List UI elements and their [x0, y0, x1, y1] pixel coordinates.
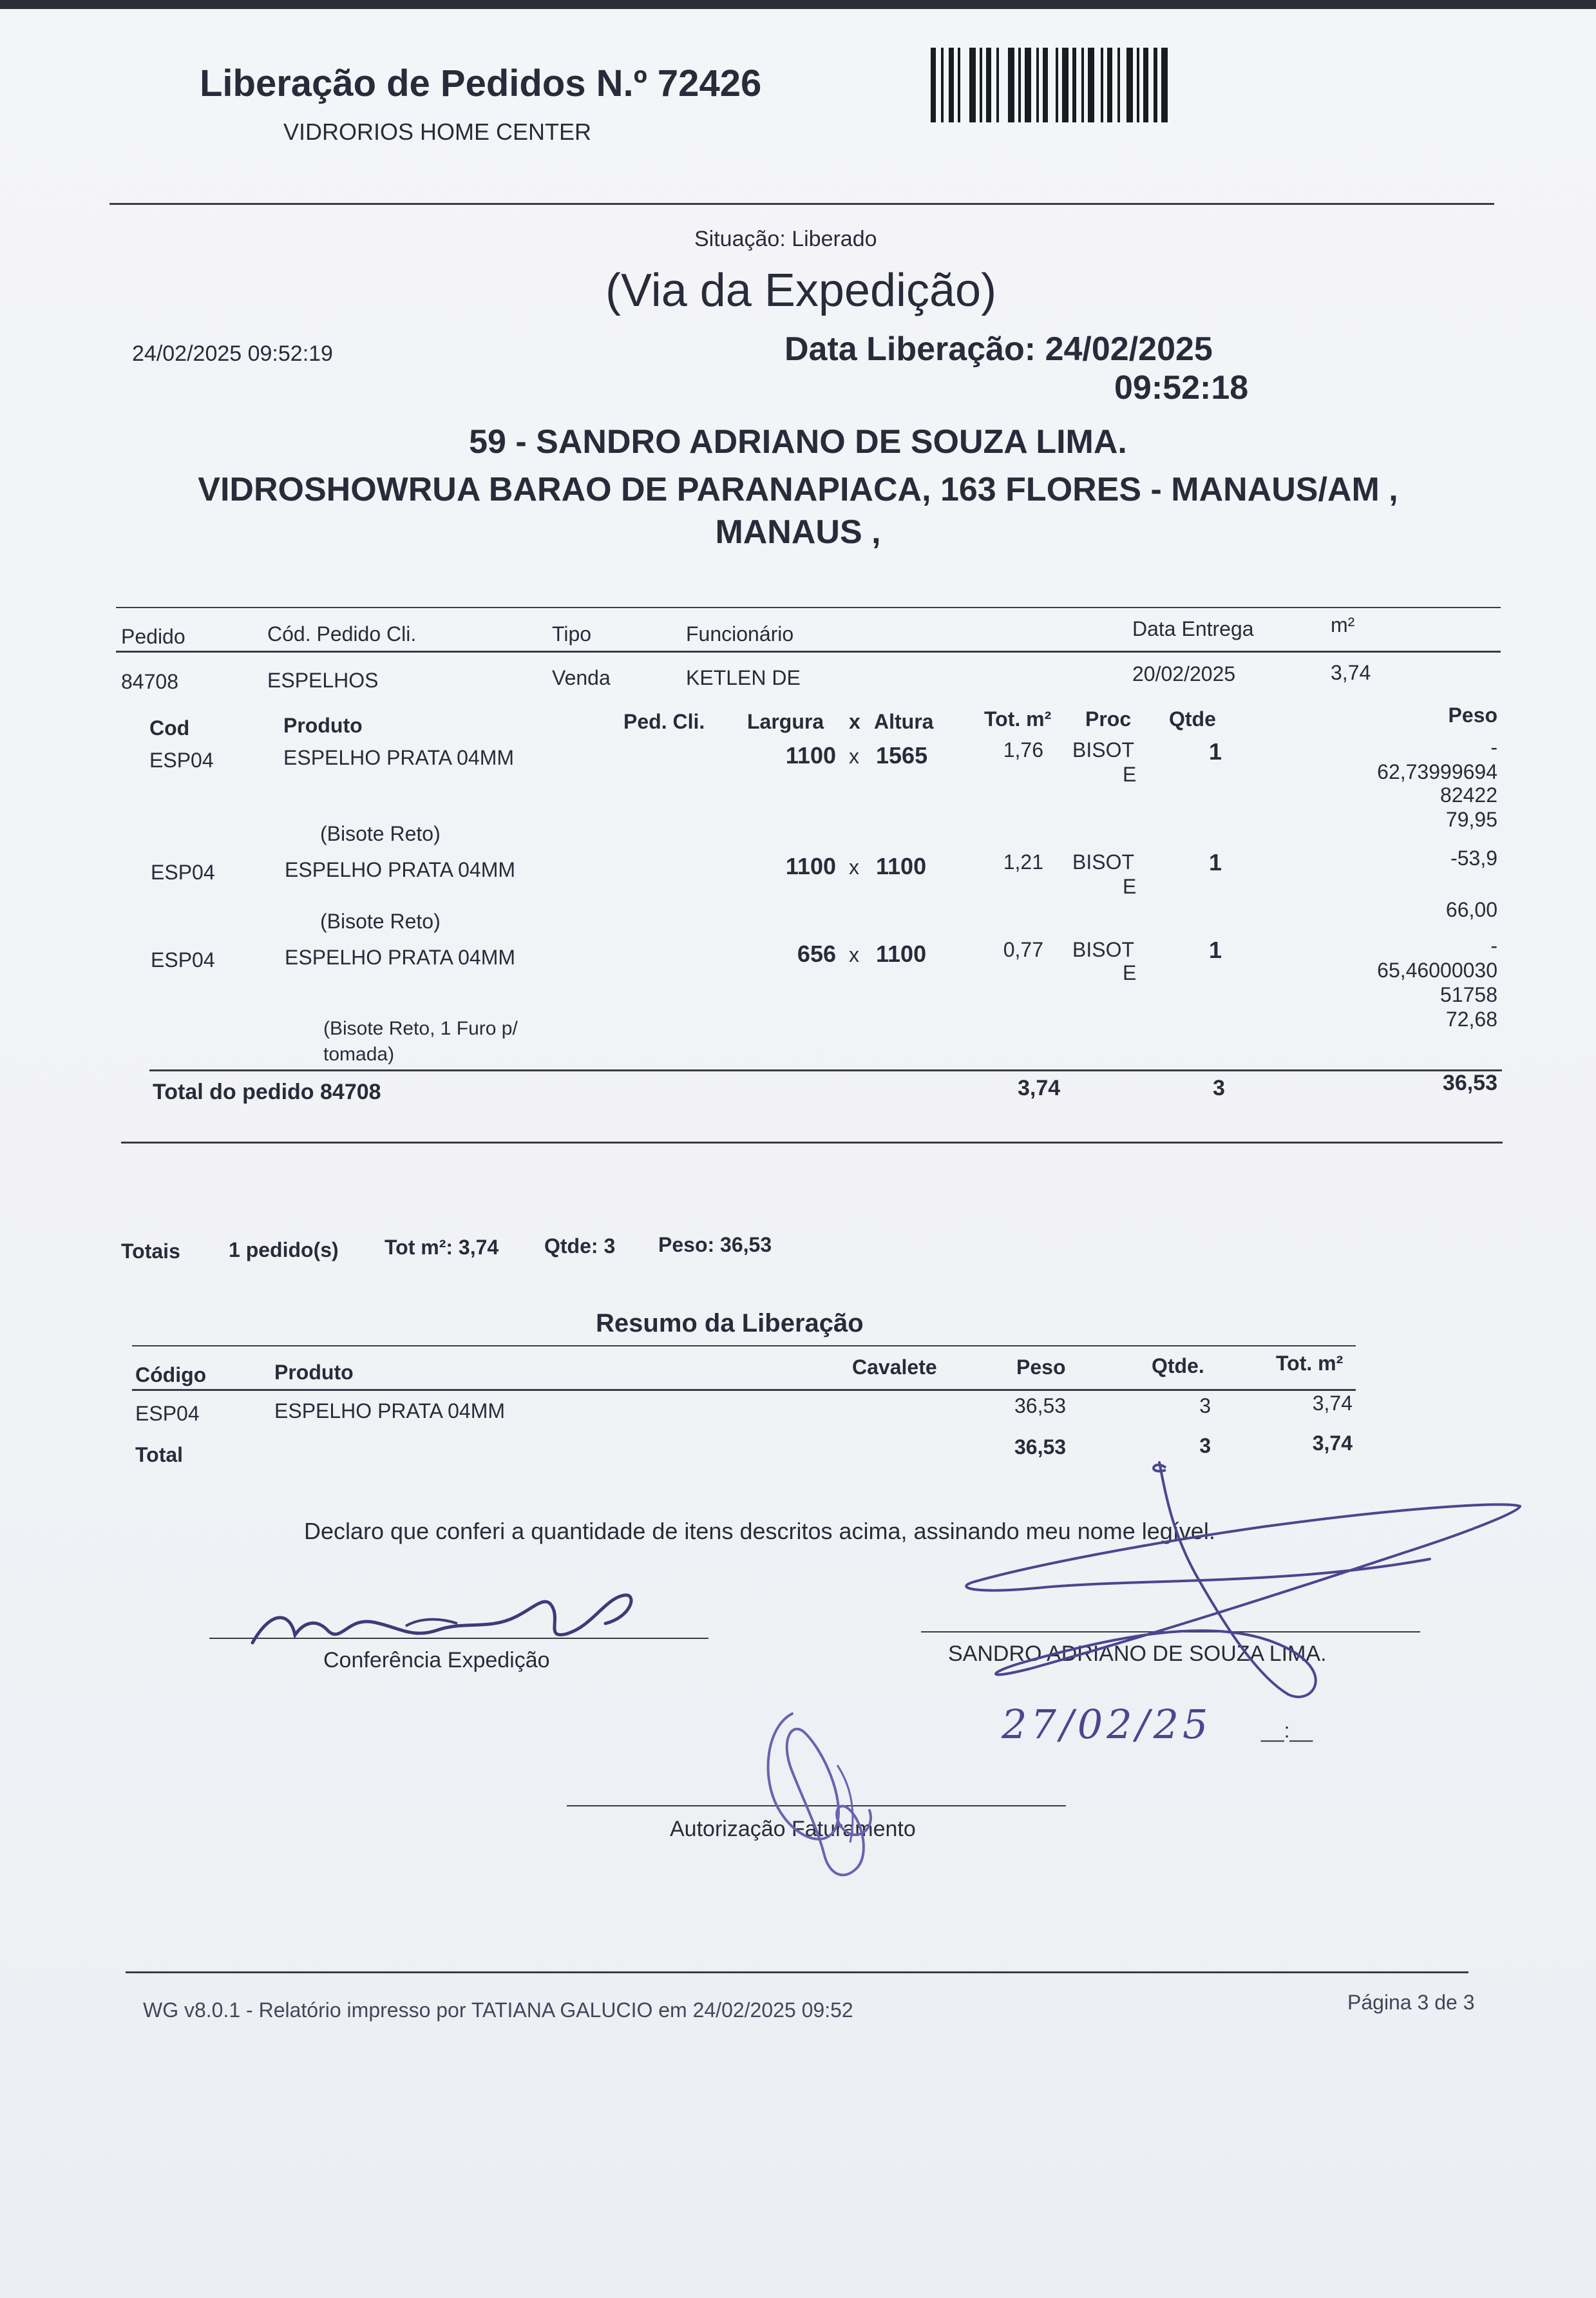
summary-row-tot-m2: 3,74	[1312, 1392, 1353, 1415]
item-1-produto: ESPELHO PRATA 04MM	[283, 746, 515, 769]
summary-col-qtde: Qtde.	[1152, 1354, 1204, 1377]
item-1-x: x	[849, 745, 859, 768]
order-total-m2: 3,74	[1018, 1076, 1061, 1100]
item-1-peso-line3: 82422	[1440, 783, 1497, 807]
items-col-altura: Altura	[874, 710, 934, 733]
footer-rule	[126, 1971, 1468, 1973]
client-name: 59 - SANDRO ADRIANO DE SOUZA LIMA.	[469, 423, 1127, 461]
item-3-cod: ESP04	[151, 948, 215, 972]
summary-col-tot-m2: Tot. m²	[1276, 1352, 1344, 1375]
via-title: (Via da Expedição)	[605, 265, 997, 316]
item-1-proc-cont: E	[1123, 763, 1137, 786]
item-2-peso-line3: 66,00	[1445, 898, 1497, 921]
header-divider	[109, 203, 1494, 205]
order-data-entrega-value: 20/02/2025	[1132, 662, 1236, 685]
totals-m2: Tot m²: 3,74	[385, 1236, 499, 1259]
item-1-peso-line2: 62,73999694	[1377, 760, 1497, 783]
items-bottom-rule	[121, 1142, 1503, 1144]
summary-total-label: Total	[135, 1443, 184, 1466]
item-3-peso-line2: 65,46000030	[1377, 959, 1497, 982]
item-1-largura: 1100	[785, 742, 836, 769]
item-1-proc: BISOT	[1072, 738, 1135, 761]
totals-peso: Peso: 36,53	[658, 1233, 772, 1256]
items-col-proc: Proc	[1085, 707, 1132, 731]
item-3-altura: 1100	[876, 941, 927, 967]
barcode	[931, 48, 1175, 122]
items-col-largura: Largura	[747, 710, 824, 733]
summary-header-rule	[132, 1389, 1356, 1391]
autorizacao-signature	[754, 1701, 895, 1888]
summary-col-produto: Produto	[274, 1361, 354, 1384]
items-col-produto: Produto	[283, 714, 363, 737]
item-3-note-line2: tomada)	[323, 1044, 395, 1065]
summary-top-rule	[132, 1345, 1356, 1346]
autorizacao-label: Autorização Faturamento	[670, 1817, 916, 1841]
col-cod-pedido-cli: Cód. Pedido Cli.	[267, 622, 417, 646]
release-time: 09:52:18	[1114, 369, 1249, 407]
order-pedido-value: 84708	[121, 670, 178, 693]
client-signature	[953, 1456, 1533, 1714]
item-3-largura: 656	[797, 941, 836, 967]
items-col-peso: Peso	[1448, 704, 1497, 727]
item-3-peso-line3: 51758	[1440, 983, 1497, 1006]
item-2-proc: BISOT	[1072, 850, 1135, 874]
order-cod-value: ESPELHOS	[267, 669, 379, 692]
item-3-peso-line1: -	[1490, 934, 1497, 957]
item-2-note: (Bisote Reto)	[320, 910, 441, 933]
item-2-proc-cont: E	[1123, 875, 1137, 898]
totals-qtde: Qtde: 3	[544, 1234, 616, 1258]
scan-top-edge	[0, 0, 1596, 9]
totals-pedidos: 1 pedido(s)	[229, 1238, 339, 1261]
order-total-rule	[149, 1069, 1502, 1071]
order-tipo-value: Venda	[552, 666, 611, 689]
col-tipo: Tipo	[552, 622, 592, 646]
summary-row-produto: ESPELHO PRATA 04MM	[274, 1399, 506, 1422]
item-2-tot-m2: 1,21	[1003, 850, 1043, 874]
document-title: Liberação de Pedidos N.º 72426	[200, 62, 762, 104]
items-col-cod: Cod	[149, 716, 190, 740]
summary-col-cavalete: Cavalete	[852, 1355, 937, 1379]
order-total-peso: 36,53	[1442, 1071, 1497, 1095]
summary-row-qtde: 3	[1199, 1394, 1211, 1417]
item-1-peso-line1: -	[1490, 736, 1497, 759]
summary-total-tot-m2: 3,74	[1312, 1431, 1353, 1455]
item-2-qtde: 1	[1209, 849, 1222, 876]
item-1-tot-m2: 1,76	[1003, 738, 1043, 761]
company-name: VIDRORIOS HOME CENTER	[283, 119, 592, 145]
footer-page-number: Página 3 de 3	[1347, 1991, 1475, 2014]
order-m2-value: 3,74	[1331, 661, 1371, 684]
time-blank: __:__	[1261, 1719, 1313, 1742]
summary-row-peso: 36,53	[1014, 1394, 1067, 1417]
order-table-top-rule	[116, 607, 1501, 608]
item-3-tot-m2: 0,77	[1003, 938, 1043, 961]
order-table-header-rule	[116, 651, 1501, 653]
item-2-produto: ESPELHO PRATA 04MM	[285, 858, 516, 881]
summary-title: Resumo da Liberação	[596, 1309, 864, 1337]
items-col-ped-cli: Ped. Cli.	[623, 710, 705, 733]
item-2-altura: 1100	[876, 853, 927, 879]
item-3-proc-cont: E	[1123, 961, 1137, 984]
summary-col-codigo: Código	[135, 1363, 207, 1386]
handwritten-date: 27/02/25	[1002, 1701, 1212, 1748]
item-1-qtde: 1	[1209, 738, 1222, 765]
conferencia-label: Conferência Expedição	[323, 1648, 550, 1672]
item-2-cod: ESP04	[151, 861, 215, 884]
summary-row-codigo: ESP04	[135, 1402, 200, 1425]
col-funcionario: Funcionário	[686, 622, 794, 646]
items-col-tot-m2: Tot. m²	[984, 707, 1052, 731]
summary-total-peso: 36,53	[1014, 1435, 1067, 1459]
footer-printed-by: WG v8.0.1 - Relatório impresso por TATIANA GALUCIO em 24/02/2025 09:52	[143, 1998, 853, 2022]
declaration-text: Declaro que conferi a quantidade de itens descritos acima, assinando meu nome legível.	[304, 1518, 1215, 1544]
conferencia-signature	[245, 1572, 657, 1662]
col-m2: m²	[1331, 613, 1355, 637]
item-2-x: x	[849, 856, 859, 879]
col-data-entrega: Data Entrega	[1132, 617, 1254, 640]
summary-total-qtde: 3	[1199, 1434, 1211, 1457]
item-3-x: x	[849, 943, 859, 966]
item-3-note-line1: (Bisote Reto, 1 Furo p/	[323, 1018, 518, 1039]
item-3-proc: BISOT	[1072, 938, 1135, 961]
item-1-peso-line4: 79,95	[1445, 808, 1497, 831]
order-total-qtde: 3	[1213, 1076, 1225, 1100]
print-datetime: 24/02/2025 09:52:19	[132, 341, 333, 366]
totals-label: Totais	[121, 1240, 180, 1263]
item-3-produto: ESPELHO PRATA 04MM	[285, 946, 516, 969]
item-1-altura: 1565	[876, 742, 928, 769]
client-signature-name: SANDRO ADRIANO DE SOUZA LIMA.	[948, 1642, 1327, 1666]
item-1-cod: ESP04	[149, 749, 214, 772]
item-2-largura: 1100	[785, 853, 836, 879]
col-pedido: Pedido	[121, 625, 185, 648]
client-address-line1: VIDROSHOWRUA BARAO DE PARANAPIACA, 163 FLORES - MANAUS/AM ,	[198, 471, 1398, 508]
item-1-note: (Bisote Reto)	[320, 822, 441, 845]
item-3-peso-line4: 72,68	[1445, 1008, 1497, 1031]
release-date: Data Liberação: 24/02/2025	[784, 330, 1213, 368]
items-col-qtde: Qtde	[1169, 707, 1216, 731]
item-3-qtde: 1	[1209, 937, 1222, 963]
status-text: Situação: Liberado	[694, 227, 877, 251]
order-total-label: Total do pedido 84708	[153, 1080, 381, 1104]
order-funcionario-value: KETLEN DE	[686, 666, 801, 689]
client-address-line2: MANAUS ,	[715, 513, 881, 551]
item-2-peso-line1: -53,9	[1450, 847, 1497, 870]
summary-col-peso: Peso	[1016, 1355, 1066, 1379]
items-col-x: x	[849, 710, 860, 733]
